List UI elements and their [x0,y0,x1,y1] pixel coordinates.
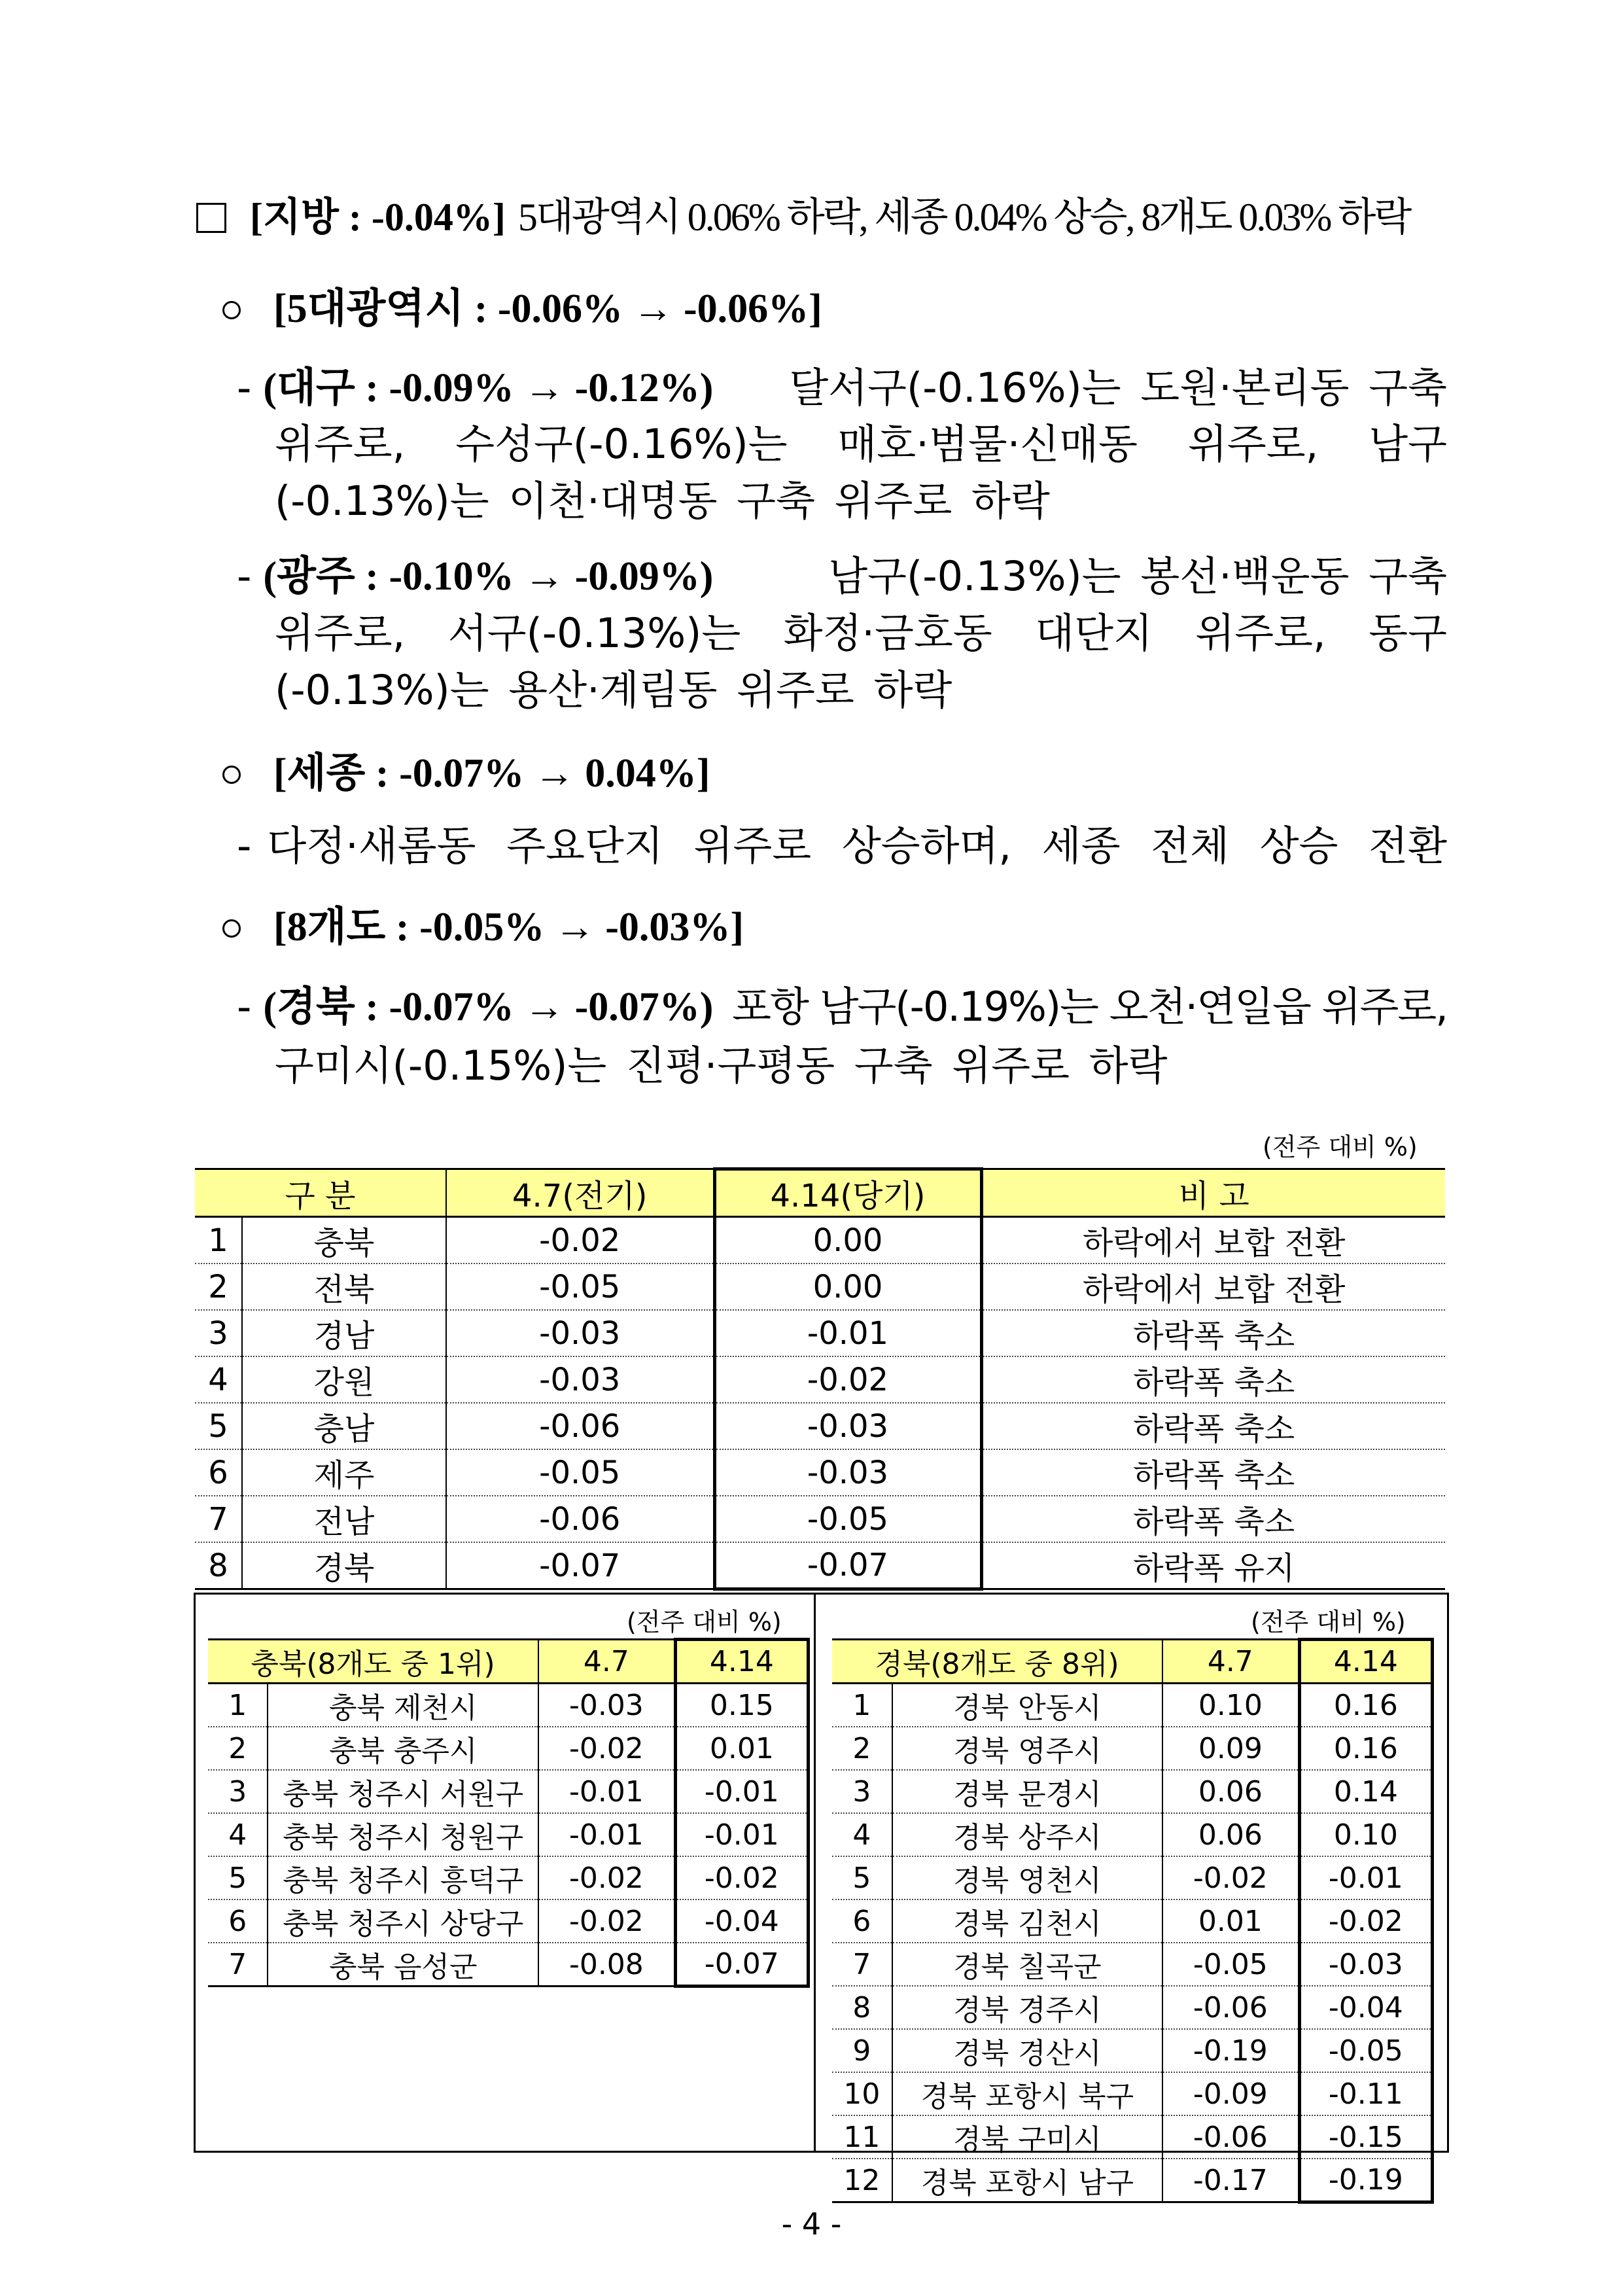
table-header-row [832,1640,1433,1684]
row-prev: -0.02 [538,1856,675,1899]
row-name: 경북 경주시 [892,1986,1162,2029]
row-prev: 0.06 [1162,1770,1299,1813]
row-no: 12 [832,2159,892,2202]
row-no: 1 [195,1217,242,1264]
row-prev: -0.01 [538,1813,675,1856]
table-row [832,2159,1433,2202]
table-row [208,1813,809,1856]
row-region: 강원 [242,1356,446,1403]
row-name: 충북 청주시 서원구 [268,1770,538,1813]
table-row [832,2115,1433,2159]
table-row [832,1899,1433,1943]
row-no: 5 [832,1856,892,1899]
table-row [208,1770,809,1813]
row-note: 하락폭 축소 [981,1310,1445,1356]
row-prev: -0.05 [1162,1943,1299,1986]
row-no: 2 [208,1727,268,1770]
provinces-heading-text: [8개도 : -0.05% → -0.03%] [273,905,744,949]
circle-bullet-icon [222,301,241,319]
col-header-cur: 4.14 [675,1640,808,1684]
row-cur: -0.04 [675,1899,808,1943]
table-header-row [195,1169,1445,1217]
row-cur: -0.07 [714,1542,981,1589]
gwangju-line2: 위주로, 서구(-0.13%)는 화정·금호동 대단지 위주로, 동구 [275,609,1447,657]
row-name: 충북 청주시 청원구 [268,1813,538,1856]
row-note: 하락폭 축소 [981,1496,1445,1542]
col-header-cur: 4.14(당기) [714,1169,981,1217]
table-row [195,1403,1445,1449]
row-no: 5 [195,1403,242,1449]
frame-divider [814,1595,816,2151]
row-no: 3 [208,1770,268,1813]
row-cur: -0.01 [675,1813,808,1856]
row-note: 하락에서 보합 전환 [981,1263,1445,1310]
row-name: 경북 경산시 [892,2029,1162,2072]
row-name: 경북 구미시 [892,2115,1162,2159]
gwangju-text1: 남구(-0.13%)는 봉선·백운동 구축 [828,552,1447,600]
gyeongbuk-bold: (경북 : -0.07% → -0.07%) [263,985,714,1029]
gyeongbuk-text1: 포항 남구(-0.19%)는 오천·연일읍 위주로, [732,983,1447,1031]
row-cur: -0.05 [1299,2029,1432,2072]
row-cur: -0.01 [714,1310,981,1356]
row-no: 4 [208,1813,268,1856]
row-prev: -0.02 [538,1899,675,1943]
table-row [195,1263,1445,1310]
row-cur: -0.03 [714,1449,981,1496]
row-no: 8 [195,1542,242,1589]
row-cur: -0.02 [675,1856,808,1899]
row-cur: -0.11 [1299,2072,1432,2115]
table-row [832,1770,1433,1813]
row-no: 3 [832,1770,892,1813]
table-row [195,1356,1445,1403]
table-row [832,1943,1433,1986]
gwangju-line3: (-0.13%)는 용산·계림동 위주로 하락 [275,666,952,714]
row-cur: -0.19 [1299,2159,1432,2202]
sejong-text: 다정·새롬동 주요단지 위주로 상승하며, 세종 전체 상승 전환 [267,822,1447,870]
row-cur: 0.15 [675,1684,808,1727]
row-cur: 0.00 [714,1217,981,1264]
provinces-heading [222,906,744,947]
dash-bullet: - [237,822,252,870]
col-header-category: 구 분 [195,1169,446,1217]
row-prev: -0.01 [538,1770,675,1813]
gyeongbuk-line2: 구미시(-0.15%)는 진평·구평동 구축 위주로 하락 [275,1042,1168,1089]
row-no: 4 [195,1356,242,1403]
row-no: 7 [208,1943,268,1987]
row-name: 충북 제천시 [268,1684,538,1727]
daegu-bold: (대구 : -0.09% → -0.12%) [263,366,714,410]
col-header-region: 경북(8개도 중 8위) [832,1640,1162,1684]
row-name: 충북 청주시 상당구 [268,1899,538,1943]
checkbox-square-icon [196,203,226,233]
row-prev: -0.05 [446,1263,714,1310]
table-row [832,1727,1433,1770]
row-region: 전북 [242,1263,446,1310]
metro-heading [222,288,822,329]
province-table [195,1167,1445,1591]
table-row [208,1943,809,1987]
row-no: 2 [832,1727,892,1770]
chungbuk-table [208,1638,810,1988]
table-row [208,1684,809,1727]
sejong-heading [222,752,710,794]
row-prev: -0.17 [1162,2159,1299,2202]
circle-bullet-icon [222,766,241,784]
row-cur: -0.03 [1299,1943,1432,1986]
row-cur: 0.00 [714,1263,981,1310]
daegu-line1 [237,364,1447,412]
table-row [195,1310,1445,1356]
col-header-prev: 4.7 [1162,1640,1299,1684]
daegu-line2: 위주로, 수성구(-0.16%)는 매호·범물·신매동 위주로, 남구 [275,420,1447,468]
row-name: 경북 영주시 [892,1727,1162,1770]
row-no: 9 [832,2029,892,2072]
row-region: 충북 [242,1217,446,1264]
table-row [832,1813,1433,1856]
gyeongbuk-line1 [237,983,1447,1031]
table-row [832,2072,1433,2115]
row-no: 7 [832,1943,892,1986]
row-prev: -0.06 [1162,1986,1299,2029]
row-cur: -0.04 [1299,1986,1432,2029]
gwangju-bold: (광주 : -0.10% → -0.09%) [263,554,714,599]
table-row [208,1899,809,1943]
row-prev: -0.02 [1162,1856,1299,1899]
row-cur: -0.15 [1299,2115,1432,2159]
row-region: 충남 [242,1403,446,1449]
row-name: 경북 칠곡군 [892,1943,1162,1986]
row-no: 3 [195,1310,242,1356]
row-prev: -0.03 [538,1684,675,1727]
dash-bullet: - [237,983,252,1031]
row-cur: -0.05 [714,1496,981,1542]
circle-bullet-icon [222,919,241,938]
page-number: - 4 - [781,2206,842,2242]
row-no: 1 [208,1684,268,1727]
table-row [832,1986,1433,2029]
gyeongbuk-table [832,1638,1434,2204]
gwangju-line1 [237,552,1447,600]
row-no: 6 [195,1449,242,1496]
metro-heading-text: [5대광역시 : -0.06% → -0.06%] [273,287,822,331]
row-prev: -0.06 [446,1403,714,1449]
row-name: 충북 충주시 [268,1727,538,1770]
table-header-row [208,1640,809,1684]
row-name: 경북 포항시 북구 [892,2072,1162,2115]
row-no: 10 [832,2072,892,2115]
row-region: 제주 [242,1449,446,1496]
row-prev: -0.03 [446,1310,714,1356]
col-header-prev: 4.7 [538,1640,675,1684]
dash-bullet: - [237,364,252,412]
row-prev: 0.01 [1162,1899,1299,1943]
table-row [195,1542,1445,1589]
table-row [195,1496,1445,1542]
table-row [832,1684,1433,1727]
row-prev: -0.07 [446,1542,714,1589]
row-no: 11 [832,2115,892,2159]
row-prev: -0.02 [538,1727,675,1770]
sejong-line1 [237,822,1447,870]
row-prev: -0.06 [1162,2115,1299,2159]
row-note: 하락폭 유지 [981,1542,1445,1589]
col-header-region: 충북(8개도 중 1위) [208,1640,538,1684]
row-cur: 0.10 [1299,1813,1432,1856]
row-name: 충북 음성군 [268,1943,538,1987]
row-no: 7 [195,1496,242,1542]
row-note: 하락폭 축소 [981,1449,1445,1496]
row-no: 6 [832,1899,892,1943]
sejong-heading-text: [세종 : -0.07% → 0.04%] [273,751,710,796]
row-no: 5 [208,1856,268,1899]
row-cur: -0.01 [675,1770,808,1813]
summary-line [196,198,1410,237]
table-row [208,1727,809,1770]
table-row [195,1217,1445,1264]
row-cur: -0.03 [714,1403,981,1449]
row-name: 경북 안동시 [892,1684,1162,1727]
row-no: 1 [832,1684,892,1727]
daegu-line3: (-0.13%)는 이천·대명동 구축 위주로 하락 [275,477,1050,525]
table-row [208,1856,809,1899]
row-cur: -0.02 [1299,1899,1432,1943]
col-header-cur: 4.14 [1299,1640,1432,1684]
row-region: 경북 [242,1542,446,1589]
row-no: 4 [832,1813,892,1856]
row-region: 전남 [242,1496,446,1542]
row-note: 하락폭 축소 [981,1356,1445,1403]
row-no: 6 [208,1899,268,1943]
table-row [832,2029,1433,2072]
row-cur: -0.07 [675,1943,808,1987]
row-prev: -0.05 [446,1449,714,1496]
row-cur: -0.01 [1299,1856,1432,1899]
row-prev: -0.19 [1162,2029,1299,2072]
row-cur: -0.02 [714,1356,981,1403]
table-right-unit: (전주 대비 %) [1251,1608,1406,1636]
row-no: 8 [832,1986,892,2029]
row-note: 하락에서 보합 전환 [981,1217,1445,1264]
row-name: 경북 문경시 [892,1770,1162,1813]
col-header-prev: 4.7(전기) [446,1169,714,1217]
row-prev: -0.08 [538,1943,675,1987]
dash-bullet: - [237,552,252,600]
summary-title-bold: [지방 : -0.04%] [250,196,506,239]
row-cur: 0.14 [1299,1770,1432,1813]
row-name: 경북 영천시 [892,1856,1162,1899]
row-name: 경북 상주시 [892,1813,1162,1856]
row-name: 경북 포항시 남구 [892,2159,1162,2202]
row-name: 경북 김천시 [892,1899,1162,1943]
row-prev: -0.06 [446,1496,714,1542]
row-cur: 0.16 [1299,1727,1432,1770]
row-prev: -0.09 [1162,2072,1299,2115]
table-left-unit: (전주 대비 %) [627,1608,782,1636]
summary-title-rest: 5대광역시 0.06% 하락, 세종 0.04% 상승, 8개도 0.03% 하락 [517,196,1410,239]
table-main-unit: (전주 대비 %) [1263,1133,1418,1161]
table-row [195,1449,1445,1496]
daegu-text1: 달서구(-0.16%)는 도원·본리동 구축 [789,364,1447,412]
table-row [832,1856,1433,1899]
row-cur: 0.16 [1299,1684,1432,1727]
row-note: 하락폭 축소 [981,1403,1445,1449]
row-prev: 0.10 [1162,1684,1299,1727]
row-no: 2 [195,1263,242,1310]
row-prev: -0.02 [446,1217,714,1264]
row-prev: -0.03 [446,1356,714,1403]
row-cur: 0.01 [675,1727,808,1770]
row-name: 충북 청주시 흥덕구 [268,1856,538,1899]
row-prev: 0.06 [1162,1813,1299,1856]
row-region: 경남 [242,1310,446,1356]
row-prev: 0.09 [1162,1727,1299,1770]
col-header-note: 비 고 [981,1169,1445,1217]
